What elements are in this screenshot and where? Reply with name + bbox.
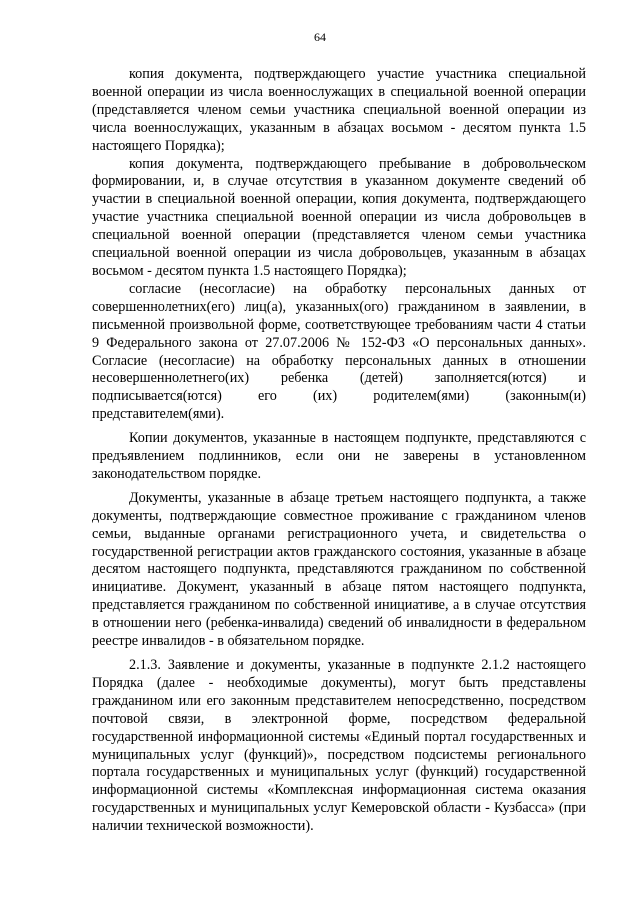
paragraph-svo-military-copy: копия документа, подтверждающего участие участника специальной военной операции из числа военнослужащих в специальной военной операции (представляется членом семьи участника специальной военной операции из числа военнослужащих, указанным в абзацах восьмом - десятом пункта 1.5 настоящего Порядка); [92, 66, 586, 154]
paragraph-personal-data-consent: согласие (несогласие) на обработку персональных данных от совершеннолетних(его) лиц(а), указанных(ого) гражданином в заявлении, в письменной произвольной форме, соответствующее требованиям части 4 статьи 9 Федерального закона от 27.07.2006 № 152-ФЗ «О персональных данных». Согласие (несогласие) на обработку персональных данных в отношении несовершеннолетнего(их) ребенка (детей) заполняется(ются) и подписывается(ются) его (их) родителем(ями) (законным(и) представителем(ями). [92, 280, 586, 423]
document-body [92, 66, 586, 836]
page-number: 64 [314, 30, 326, 44]
paragraph-own-initiative: Документы, указанные в абзаце третьем настоящего подпункта, а также документы, подтверждающие совместное проживание с гражданином членов семьи, выданные органами регистрационного учета, и свидетельства о государственной регистрации актов гражданского состояния, указанные в абзаце десятом настоящего подпункта, представляются гражданином по собственной инициативе. Документ, указанный в абзаце пятом настоящего подпункта, представляется гражданином по собственной инициативе, а в случае отсутствия в отношении него (ребенка-инвалида) сведений об инвалидности в федеральном реестре инвалидов - в обязательном порядке. [92, 489, 586, 650]
paragraph-volunteer-copy: копия документа, подтверждающего пребывание в добровольческом формировании, и, в случае отсутствия в указанном документе сведений об участии в специальной военной операции, копия документа, подтверждающего участие участника специальной военной операции из числа добровольцев в специальной военной операции (представляется членом семьи участника специальной военной операции из числа добровольцев, указанным в абзацах восьмом - десятом пункта 1.5 настоящего Порядка); [92, 155, 586, 279]
paragraph-2-1-3-submission: 2.1.3. Заявление и документы, указанные в подпункте 2.1.2 настоящего Порядка (далее - необходимые документы), могут быть представлены гражданином или его законным представителем непосредственно, посредством почтовой связи, в электронной форме, посредством федеральной государственной информационной системы «Единый портал государственных и муниципальных услуг (функций)», посредством подсистемы регионального портала государственных и муниципальных услуг (функций) государственной информационной системы «Комплексная информационная система оказания государственных и муниципальных услуг Кемеровской области - Кузбасса» (при наличии технической возможности). [92, 657, 586, 835]
paragraph-copies-originals: Копии документов, указанные в настоящем подпункте, представляются с предъявлением подлинников, если они не заверены в установленном законодательством порядке. [92, 430, 586, 482]
